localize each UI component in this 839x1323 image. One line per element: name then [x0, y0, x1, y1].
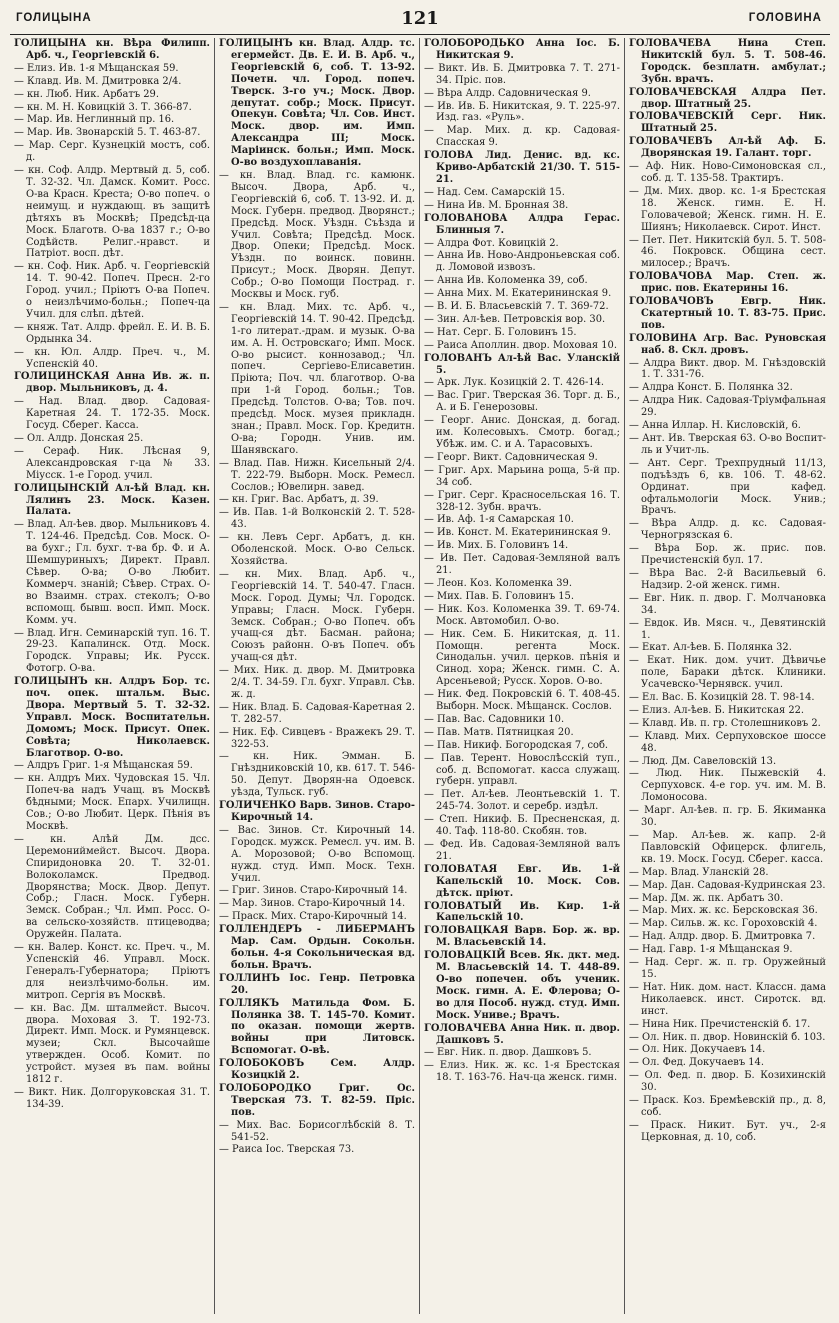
directory-entry: — Праск. Коз. Бремѣевскій пр., д. 8, соб.: [629, 1095, 826, 1118]
directory-entry: — Пет. Ал-ѣев. Леонтьевскій 1. Т. 245-74. Золот. и серебр. издѣл.: [424, 789, 620, 813]
directory-heading-entry: ГОЛОВАЦКАЯ Варв. Бор. ж. вр. М. Власьевскій 14.: [424, 925, 620, 949]
directory-heading-entry: ГОЛОВАЧОВЪ Евгр. Ник. Скатертный 10. Т. 83-75. Прис. пов.: [629, 296, 826, 331]
directory-entry: — кн. Мих. Влад. Арб. ч., Георгіевскій 14. Т. 540-47. Гласн. Моск. Город. Думы; Чл. Городск. Управы; Гласн. Моск. Губерн. Земск. Собран.; О-во Попеч. объ учащ-ся дѣт. Басман. района; Союзъ районн. О-въ Попеч. объ учащ-ся дѣт.: [219, 568, 415, 664]
directory-entry: — Ник. Сем. Б. Никитская, д. 11. Помощн. регента Моск. Синодальн. учил. церков. пѣнія и Синод. хора; Женск. гимн. С. А. Арсеньевой; Русск. Хоров. О-во.: [424, 628, 620, 688]
directory-entry: — Григ. Зинов. Старо-Кирочный 14.: [219, 885, 408, 897]
directory-entry: — Нина Ив. М. Бронная 38.: [424, 199, 569, 211]
directory-entry: — кн. Левъ Серг. Арбатъ, д. кн. Оболенской. Моск. О-во Сельск. Хозяйства.: [219, 532, 415, 567]
directory-entry: — кн. Соф. Ник. Арб. ч. Георгіевскій 14. Т. 90-42. Попеч. Пресн. 2-го Город. учил.; Пріютъ О-ва Попеч. о неизлѣчимо-больн.; Попеч-ца Учил. для слѣп. дѣтей.: [14, 261, 210, 320]
directory-entry: — Ол. Алдр. Донская 25.: [14, 433, 144, 444]
column-1: [10, 38, 215, 1314]
directory-entry: — кн. Григ. Вас. Арбатъ, д. 39.: [219, 494, 379, 506]
directory-entry: — кн. Ник. Эмман. Б. Гнѣздниковскій 10, кв. 617. Т. 546-50. Депут. Дворян-на Одоевск. уѣзда, Тульск. губ.: [219, 751, 415, 799]
directory-entry: — Марг. Ал-ѣев. п. гр. Б. Якиманка 30.: [629, 805, 826, 829]
directory-entry: — Георг. Анис. Донская, д. богад. им. Колесовыхъ. Смотр. богад.; Убѣж. им. С. и А. Тарасовыхъ.: [424, 415, 620, 450]
directory-entry: — В. И. Б. Власьевскій 7. Т. 369-72.: [424, 301, 609, 313]
directory-entry: — кн. Люб. Ник. Арбатъ 29.: [14, 88, 159, 100]
directory-entry: — Анна Мих. М. Екатерининская 9.: [424, 288, 612, 300]
directory-entry: — Люд. Дм. Савеловскій 13.: [629, 755, 777, 767]
directory-entry: — Над. Алдр. двор. Б. Дмитровка 7.: [629, 931, 816, 943]
directory-entry: — кн. Юл. Алдр. Преч. ч., М. Успенскій 40.: [14, 346, 210, 370]
directory-entry: — Праск. Никит. Бут. уч., 2-я Церковная, д. 10, соб.: [629, 1119, 826, 1143]
directory-entry: — кн. М. Н. Ковицкій 3. Т. 366-87.: [14, 101, 192, 113]
directory-page: [10, 8, 830, 1314]
directory-entry: — Пав. Терент. Новослѣсскій туп., соб. д. Вспомогат. касса служащ. губерн. управл.: [424, 752, 620, 788]
directory-entry: — Мар. Ив. Звонарскій 5. Т. 463-87.: [14, 127, 201, 139]
directory-entry: — Аф. Ник. Ново-Симоновская сл., соб. д. Т. 135-58. Трактиръ.: [629, 161, 826, 184]
header-right-catchword: ГОЛОВИНА: [748, 12, 822, 24]
directory-heading-entry: ГОЛИЦЫНЪ кн. Алдръ Бор. тс. поч. опек. штальм. Выс. Двора. Мертвый 5. Т. 32-32. Управл. Моск. Воспитательн. Домомъ; Моск. Присут. Опек. Совѣта; Николаевск. Благотвор. О-во.: [14, 676, 210, 759]
directory-entry: — Елиз. Ал-ѣев. Б. Никитская 22.: [629, 704, 805, 716]
directory-entry: — Мар. Ив. Неглинный пр. 16.: [14, 114, 175, 126]
directory-entry: — Ив. Ив. Б. Никитская, 9. Т. 225-97. Изд. газ. «Руль».: [424, 100, 620, 124]
directory-entry: — Влад. Игн. Семинарскій туп. 16. Т. 29-23. Капалинск. Отд. Моск. Городск. Управы; Ик. Русск. Фотогр. О-ва.: [14, 627, 210, 675]
directory-entry: — Анна Иллар. Н. Кисловскій, 6.: [629, 420, 801, 432]
directory-entry: — Ив. Пет. Садовая-Земляной валъ 21.: [424, 553, 620, 577]
directory-entry: — Мар. Дм. ж. пк. Арбатъ 30.: [629, 892, 784, 904]
directory-entry: — Екат. Ал-ѣев. Б. Полянка 32.: [629, 642, 792, 654]
page-header: [10, 8, 830, 35]
directory-entry: — Сераф. Ник. Лѣсная 9, Александровская г-ца № 33. Міусск. 1-е Город. учил.: [14, 445, 210, 481]
directory-heading-entry: ГОЛОБОКОВЪ Сем. Алдр. Козицкій 2.: [219, 1058, 415, 1082]
directory-entry: — кн. Алѣй Дм. дсс. Церемониймейст. Высоч. Двора. Спиридоновка 20. Т. 32-01. Волоколамск. Предвод. Дворянства; Моск. Двор. Депут. Собр.; Гласн. Моск. Губерн. Земск. Собран.; Чл. Имп. Росс. О-ва сельско-хозяйств. птицеводва; Оружейн. Палата.: [14, 833, 210, 941]
directory-entry: — Алдра Викт. двор. М. Гнѣздовскій 1. Т. 331-76.: [629, 357, 826, 381]
directory-entry: — Анна Ив. Коломенка 39, соб.: [424, 275, 588, 287]
directory-entry: — Мар. Мих. д. кр. Садовая-Спасская 9.: [424, 125, 620, 149]
directory-heading-entry: ГОЛОВАЧЕВА Нина Степ. Никитскій бул. 5. Т. 508-46. Городск. безплатн. амбулат.; Зубн. врачъ.: [629, 38, 826, 85]
directory-entry: — Раиса Іос. Тверская 73.: [219, 1144, 355, 1156]
header-left-catchword: ГОЛИЦЫНА: [16, 12, 92, 24]
directory-entry: — Вѣра Алдр. д. кс. Садовая-Черногрязская 6.: [629, 518, 826, 542]
directory-entry: — Мар. Влад. Уланскій 28.: [629, 866, 769, 878]
directory-entry: — Праск. Мих. Старо-Кирочный 14.: [219, 911, 407, 923]
directory-entry: — Мих. Пав. Б. Головинъ 15.: [424, 590, 574, 602]
directory-entry: — Григ. Серг. Красносельская 16. Т. 328-12. Зубн. врачъ.: [424, 489, 620, 513]
directory-entry: — Пав. Матв. Пятницкая 20.: [424, 726, 574, 738]
directory-entry: — Евг. Ник. п. двор. Дашковъ 5.: [424, 1047, 592, 1059]
directory-entry: — Влад. Ал-ѣев. двор. Мыльниковъ 4. Т. 124-46. Предсѣд. Сов. Моск. О-ва бухг.; Гл. бухг. т-ва бр. Ф. и А. Шемшуриныхъ; Директ. Правл. Сѣвер. О-ва; О-во Любит. Коммерч. знаній; Сѣвер. Страх. О-во Взаимн. страх. стеколъ; О-во вспомощ. бывш. восп. Имп. Моск. Комм. уч.: [14, 519, 210, 626]
directory-entry: — Викт. Ник. Долгоруковская 31. Т. 134-39.: [14, 1086, 210, 1110]
page-number: 121: [401, 8, 439, 29]
directory-entry: — Георг. Викт. Садовническая 9.: [424, 451, 598, 463]
directory-entry: — Над. Влад. двор. Садовая-Каретная 24. Т. 172-35. Моск. Госуд. Сберег. Касса.: [14, 396, 210, 432]
directory-heading-entry: ГОЛОВАЧЕВА Анна Ник. п. двор. Дашковъ 5.: [424, 1022, 620, 1046]
directory-entry: — кн. Алдръ Мих. Чудовская 15. Чл. Попеч-ва надъ Учащ. въ Москвѣ бѣдными; Моск. Епарх. Училищн. Сов.; О-во Любит. Церк. Пѣнія въ Москвѣ.: [14, 773, 210, 832]
directory-heading-entry: ГОЛОВАЧЕВСКІЙ Серг. Ник. Штатный 25.: [629, 111, 826, 135]
directory-heading-entry: ГОЛИЧЕНКО Варв. Зинов. Старо-Кирочный 14.: [219, 800, 415, 823]
directory-entry: — Дм. Мих. двор. кс. 1-я Брестская 18. Женск. гимн. Е. Н. Головачевой; Женск. гимн. Н. Е. Шиянъ; Николаевск. Сирот. Инст.: [629, 185, 826, 233]
directory-entry: — Нат. Серг. Б. Головинъ 15.: [424, 326, 577, 338]
directory-entry: — кн. Влад. Мих. тс. Арб. ч., Георгіевскій 14. Т. 90-42. Предсѣд. 1-го литерат.-драм. и музык. О-ва им. А. Н. Островскаго; Имп. Моск. О-во рысист. коннозавод.; Чл. попеч. Сергіево-Елисаветин. Пріюта; Поч. чл. благотвор. О-ва при 1-й Город. больн.; Тов. Предсѣд. Толстов. О-ва; Тов. поч. предсѣд. Моск. музея прикладн. знан.; Правл. Моск. Гор. Кредитн. О-ва; Городн. Унив. им. Шанявскаго.: [219, 301, 415, 456]
directory-entry: — Вас. Зинов. Ст. Кирочный 14. Городск. мужск. Ремесл. уч. им. В. А. Морозовой; О-во Вспомощ. нужд. студ. Имп. Моск. Техн. Учил.: [219, 824, 415, 884]
directory-entry: — Арк. Лук. Козицкій 2. Т. 426-14.: [424, 377, 605, 389]
directory-entry: — кн. Влад. Влад. гс. камюнк. Высоч. Двора, Арб. ч., Георгіевскій 6, соб. Т. 13-92. И. д. Моск. Губерн. предвод. Дворянст.; Предсѣд. Моск. Уѣздн. Съѣзда и Учил. Совѣта; Предсѣд. Моск. Двор. Опеки; Предсѣд. Моск. Уѣздн. по воинск. повинн. Присут.; Моск. Дворян. Депут. Собр.; О-во Помощи Пострад. г. Москвы и Моск. губ.: [219, 169, 415, 301]
directory-heading-entry: ГОЛОВАЧЕВЪ Ал-ѣй Аф. Б. Дворянская 19. Галант. торг.: [629, 136, 826, 160]
directory-heading-entry: ГОЛОВАЧОВА Мар. Степ. ж. прис. пов. Екатерины 16.: [629, 271, 826, 295]
directory-entry: — Ник. Фед. Покровскій 6. Т. 408-45. Выборн. Моск. Мѣщанск. Сослов.: [424, 689, 620, 713]
directory-entry: — Ол. Ник. п. двор. Новинскій б. 103.: [629, 1031, 826, 1043]
directory-entry: — Екат. Ник. дом. учит. Дѣвичье поле, Бараки дѣтск. Клиники. Усачевско-Чернявск. учил.: [629, 655, 826, 691]
directory-heading-entry: ГОЛОВИНА Агр. Вас. Руновская наб. 8. Скл. дровъ.: [629, 332, 826, 356]
directory-entry: — Мар. Дан. Садовая-Кудринская 23.: [629, 879, 826, 891]
directory-heading-entry: ГОЛОВА Лид. Денис. вд. кс. Криво-Арбатскій 21/30. Т. 515-21.: [424, 150, 620, 185]
directory-heading-entry: ГОЛОВАНОВА Алдра Герас. Блинныя 7.: [424, 212, 620, 236]
directory-entry: — Вѣра Алдр. Садовническая 9.: [424, 87, 591, 99]
directory-entry: — Ив. Аф. 1-я Самарская 10.: [424, 514, 574, 526]
directory-entry: — кн. Вас. Дм. шталмейст. Высоч. двора. Моховая 3. Т. 192-73. Директ. Имп. Моск. и Румянцевск. музеи; Скл. Высочайше утвержден. Особ. Комит. по устройст. музея въ пам. войны 1812 г.: [14, 1002, 210, 1086]
directory-heading-entry: ГОЛЛЯКЪ Матильда Фом. Б. Полянка 38. Т. 145-70. Комит. по оказан. помощи жертв. войны при Литовск. Вспомогат. О-вѣ.: [219, 997, 415, 1057]
directory-entry: — Фед. Ив. Садовая-Земляной валъ 21.: [424, 839, 620, 862]
directory-entry: — Вас. Григ. Тверская 36. Торг. д. Б., А. и Б. Генерозовы.: [424, 390, 620, 414]
directory-entry: — Викт. Ив. Б. Дмитровка 7. Т. 271-34. Пріс. пов.: [424, 62, 620, 86]
directory-entry: — Над. Серг. ж. п. гр. Оружейный 15.: [629, 957, 826, 980]
directory-heading-entry: ГОЛОВАЧЕВСКАЯ Алдра Пет. двор. Штатный 25.: [629, 86, 826, 110]
directory-entry: — Елиз. Ив. 1-я Мѣщанская 59.: [14, 62, 179, 74]
directory-entry: — княж. Тат. Алдр. фрейл. Е. И. В. Б. Ордынка 34.: [14, 321, 210, 345]
directory-entry: — Алдръ Григ. 1-я Мѣщанская 59.: [14, 760, 193, 772]
directory-entry: — Пав. Вас. Садовники 10.: [424, 713, 565, 725]
directory-entry: — Мар. Зинов. Старо-Кирочный 14.: [219, 898, 406, 910]
directory-entry: — Над. Сем. Самарскій 15.: [424, 186, 565, 198]
directory-entry: — Нина Ник. Пречистенскій б. 17.: [629, 1018, 811, 1030]
column-3: [420, 38, 625, 1314]
directory-entry: — Григ. Арх. Марьина роща, 5-й пр. 34 соб.: [424, 464, 620, 488]
directory-entry: — Алдра Фот. Ковицкій 2.: [424, 237, 559, 249]
directory-entry: — Ел. Вас. Б. Козицкій 28. Т. 98-14.: [629, 692, 815, 704]
directory-entry: — Мар. Мих. ж. кс. Берсковская 36.: [629, 905, 818, 917]
directory-entry: — Клавд. Ив. п. гр. Столешниковъ 2.: [629, 717, 821, 729]
directory-entry: — Вѣра Вас. 2-й Васильевый 6. Надзир. 2-ой женск. гимн.: [629, 567, 826, 591]
directory-entry: — Зин. Ал-ѣев. Петровскія вор. 30.: [424, 313, 606, 325]
columns-container: [10, 38, 830, 1314]
column-4: [625, 38, 830, 1314]
directory-entry: — Ник. Коз. Коломенка 39. Т. 69-74. Моск. Автомобил. О-во.: [424, 603, 620, 627]
directory-entry: — Ив. Пав. 1-й Волконскій 2. Т. 528-43.: [219, 507, 415, 531]
directory-heading-entry: ГОЛОВАНЪ Ал-ѣй Вас. Уланскій 5.: [424, 352, 620, 376]
directory-entry: — Ол. Фед. Докучаевъ 14.: [629, 1057, 764, 1069]
directory-entry: — Ив. Конст. М. Екатерининская 9.: [424, 527, 611, 539]
directory-heading-entry: ГОЛОВАЦКІЙ Всев. Як. дкт. мед. М. Власьевскій 14. Т. 448-89. О-во попечен. объ ученик. Моск. гимн. А. Е. Флерова; О-во для Пособ. нужд. студ. Имп. Моск. Униве.; Врачъ.: [424, 950, 620, 1021]
directory-heading-entry: ГОЛЛИНЪ Іос. Генр. Петровка 20.: [219, 972, 415, 996]
directory-entry: — Евг. Ник. п. двор. Г. Молчановка 34.: [629, 592, 826, 616]
directory-entry: — Люд. Ник. Пыжевскій 4. Серпуховск. 4-е гор. уч. им. М. В. Ломоносова.: [629, 768, 826, 804]
directory-heading-entry: ГОЛОВАТЫЙ Ив. Кир. 1-й Капельскій 10.: [424, 900, 620, 924]
directory-entry: — Клавд. Ив. М. Дмитровка 2/4.: [14, 75, 182, 87]
directory-heading-entry: ГОЛОВАТАЯ Евг. Ив. 1-й Капельскій 10. Моск. Сов. дѣтск. пріют.: [424, 863, 620, 899]
directory-heading-entry: ГОЛИЦЫНА кн. Вѣра Филипп. Арб. ч., Георгіевскій 6.: [14, 38, 210, 61]
directory-entry: — Ив. Мих. Б. Головинъ 14.: [424, 540, 569, 552]
directory-entry: — Мар. Ал-ѣев. ж. капр. 2-й Павловскій Офицерск. флигель, кв. 19. Моск. Госуд. Сберег. касса.: [629, 830, 826, 865]
directory-entry: — Нат. Ник. дом. наст. Классн. дама Николаевск. инст. Сиротск. вд. инст.: [629, 981, 826, 1017]
directory-heading-entry: ГОЛИЦЫНСКІЙ Ал-ѣй Влад. кн. Лялинъ 23. Моск. Казен. Палата.: [14, 482, 210, 518]
directory-entry: — Влад. Пав. Нижн. Кисельный 2/4. Т. 222-79. Выборн. Моск. Ремесл. Сослов.; Ювелирн. завед.: [219, 457, 415, 493]
directory-entry: — Ант. Серг. Трехпрудный 11/13, подъѣздъ 6, кв. 106. Т. 48-62. Ординат. при кафед. офтальмологіи Моск. Унив.; Врачъ.: [629, 457, 826, 517]
directory-entry: — Ник. Еф. Сивцевъ - Вражекъ 29. Т. 322-53.: [219, 726, 415, 750]
directory-entry: — Леон. Коз. Коломенка 39.: [424, 577, 572, 589]
directory-entry: — Евдок. Ив. Мясн. ч., Девятинскій 1.: [629, 617, 826, 641]
directory-entry: — Пав. Никиф. Богородская 7, соб.: [424, 739, 609, 751]
directory-entry: — Раиса Аполлин. двор. Моховая 10.: [424, 339, 617, 351]
directory-entry: — Мих. Ник. д. двор. М. Дмитровка 2/4. Т. 34-59. Гл. бухг. Управл. Сѣв. ж. д.: [219, 665, 415, 700]
directory-heading-entry: ГОЛОБОРОДКО Григ. Ос. Тверская 73. Т. 82-59. Пріс. пов.: [219, 1082, 415, 1118]
directory-entry: — Ник. Влад. Б. Садовая-Каретная 2. Т. 282-57.: [219, 701, 415, 725]
directory-entry: — Алдра Конст. Б. Полянка 32.: [629, 382, 793, 394]
directory-entry: — Клавд. Мих. Серпуховское шоссе 48.: [629, 730, 826, 754]
directory-heading-entry: ГОЛИЦЫНЪ кн. Влад. Алдр. тс. егермейст. Дв. Е. И. В. Арб. ч., Георгіевскій 6, соб. Т. 13-92. Почетн. чл. Город. попеч. Тверск. 3-го уч.; Моск. Двор. депутат. собр.; Моск. Присут. Опекун. Совѣта; Чл. Сов. Инст. Моск. двор. им. Имп. Александра III; Моск. Маріинск. больн.; Имп. Моск. О-во воздухоплаванія.: [219, 38, 415, 169]
column-2: [215, 38, 420, 1314]
directory-heading-entry: ГОЛОБОРОДЬКО Анна Іос. Б. Никитская 9.: [424, 38, 620, 61]
directory-entry: — Анна Ив. Ново-Андроньевская соб. д. Ломовой извозъ.: [424, 250, 620, 274]
directory-heading-entry: ГОЛЛЕНДЕРЪ - ЛИБЕРМАНЪ Мар. Сам. Ордын. Сокольн. больн. 4-я Сокольническая вд. больн. Врачъ.: [219, 924, 415, 971]
directory-entry: — Мар. Сильв. ж. кс. Гороховскій 4.: [629, 918, 818, 930]
directory-entry: — Алдра Ник. Садовая-Тріумфальная 29.: [629, 395, 826, 419]
directory-entry: — кн. Валер. Конст. кс. Преч. ч., М. Успенскій 46. Управл. Моск. Генералъ-Губернатора; Пріютъ для неизлѣчимо-больн. им. митроп. Сергія въ Москвѣ.: [14, 942, 210, 1001]
directory-entry: — Мар. Серг. Кузнецкій мостъ, соб. д.: [14, 140, 210, 164]
directory-entry: — Ол. Ник. Докучаевъ 14.: [629, 1044, 766, 1056]
directory-entry: — кн. Соф. Алдр. Мертвый д. 5, соб. Т. 32-32. Чл. Дамск. Комит. Росс. О-ва Красн. Креста; О-во попеч. о неимущ. и нуждающ. въ защитѣ дѣтяхъ въ Москвѣ; Предсѣд-ца Моск. Благотв. О-ва 1837 г.; О-во Содѣйств. Религ.-нравст. и Патріот. восп. дѣт.: [14, 165, 210, 260]
directory-entry: — Ол. Фед. п. двор. Б. Козихинскій 30.: [629, 1070, 826, 1094]
directory-entry: — Вѣра Бор. ж. прис. пов. Пречистенскій бул. 17.: [629, 543, 826, 567]
directory-entry: — Ант. Ив. Тверская 63. О-во Воспит-ль и Учит-ль.: [629, 433, 826, 456]
directory-heading-entry: ГОЛИЦИНСКАЯ Анна Ив. ж. п. двор. Мыльниковъ, д. 4.: [14, 371, 210, 395]
directory-entry: — Степ. Никиф. Б. Пресненская, д. 40. Таф. 118-80. Скобян. тов.: [424, 814, 620, 838]
directory-entry: — Мих. Вас. Борисоглѣбскій 8. Т. 541-52.: [219, 1119, 415, 1143]
directory-entry: — Пет. Пет. Никитскій бул. 5. Т. 508-46. Покровск. Община сест. милосер.; Врачъ.: [629, 234, 826, 270]
directory-entry: — Елиз. Ник. ж. кс. 1-я Брестская 18. Т. 163-76. Нач-ца женск. гимн.: [424, 1060, 620, 1084]
directory-entry: — Над. Гавр. 1-я Мѣщанская 9.: [629, 944, 793, 956]
